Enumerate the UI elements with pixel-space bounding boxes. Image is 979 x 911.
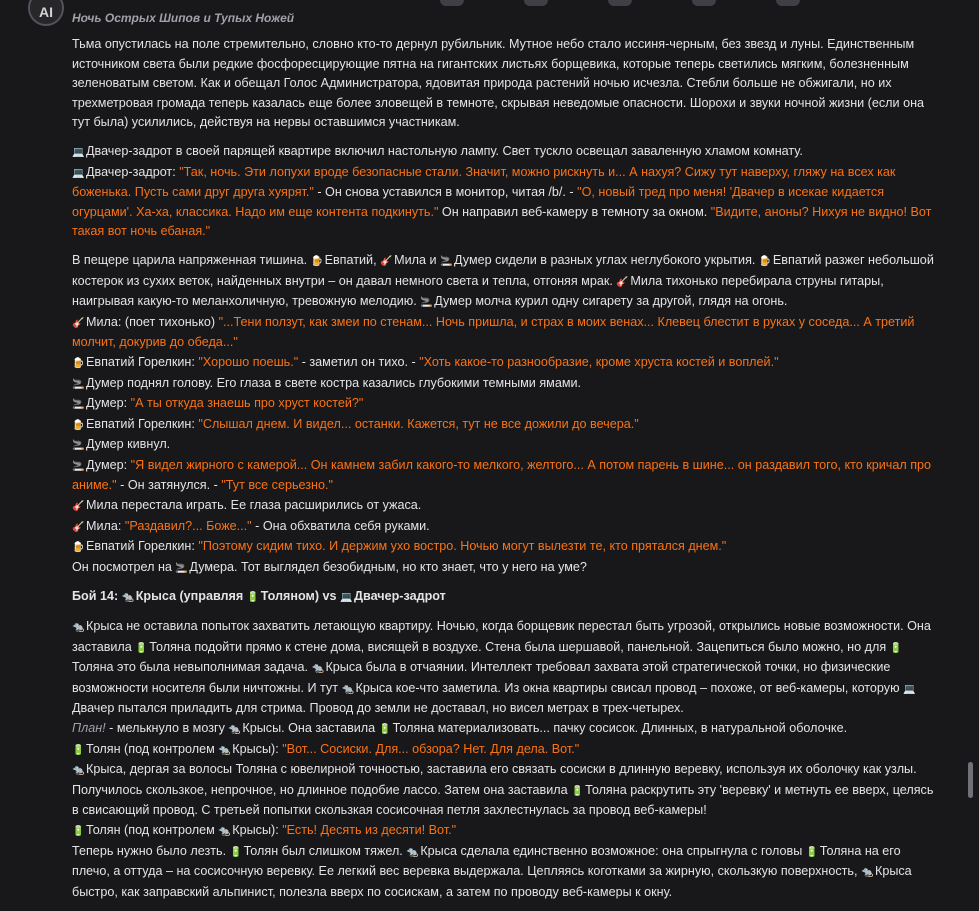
quote: "Я видел жирного с камерой... Он камнем забил какого-то мелкого, желтого... А потом парень в шине... он раздавил того, кто кричал про аниме.": [72, 457, 932, 493]
story-line: Он посмотрел на 🚬 Думера. Тот выглядел безобидным, но кто знает, что у него на уме?: [72, 558, 940, 579]
cigarette-icon: 🚬: [420, 297, 433, 309]
laptop-icon: 💻: [72, 167, 85, 179]
battery-icon: 🔋: [72, 825, 85, 837]
guitar-icon: 🎸: [380, 255, 393, 267]
cigarette-icon: 🚬: [72, 378, 85, 390]
battery-icon: 🔋: [135, 642, 148, 654]
rat-icon: 🐀: [341, 683, 354, 695]
battery-icon: 🔋: [805, 846, 819, 858]
guitar-icon: 🎸: [72, 317, 85, 329]
cigarette-icon: 🚬: [175, 562, 188, 574]
story-line: 🚬 Думер кивнул.: [72, 435, 940, 456]
toolbar-icon[interactable]: [608, 0, 632, 6]
story-line: 🍺 Евпатий Горелкин: "Слышал днем. И видел... останки. Кажется, тут не все дожили до вечера.": [72, 415, 940, 436]
message-content: [72, 35, 940, 911]
message-author: Ночь Острых Шипов и Тупых Ножей: [72, 11, 295, 25]
story-line: 💻 Двачер-задрот в своей парящей квартире включил настольную лампу. Свет тускло освещал заваленную хламом комнату.: [72, 142, 940, 163]
quote: "О, новый тред про меня! 'Двачер в исекае кидается огурцами'. Ха-ха, классика. Надо им еще контента подкинуть.": [72, 185, 885, 219]
beer-icon: 🍺: [310, 255, 324, 267]
battery-icon: 🔋: [72, 744, 85, 756]
story-line: 🚬 Думер: "А ты откуда знаешь про хруст костей?": [72, 394, 940, 415]
rat-icon: 🐀: [860, 867, 874, 879]
quote: "Раздавил?... Боже...": [124, 518, 252, 533]
avatar[interactable]: AI: [28, 0, 64, 26]
cigarette-icon: 🚬: [440, 255, 453, 267]
paragraph-dvacher: [72, 142, 940, 242]
toolbar-icons: [440, 0, 800, 6]
quote: "Хорошо поешь.": [198, 354, 299, 369]
battery-icon: 🔋: [889, 642, 903, 654]
rat-icon: 🐀: [406, 846, 419, 858]
quote: "...Тени ползут, как змеи по стенам... Ночь пришла, и страх в моих венах... Клевец блестит в руках у соседа... А третий молчит, докурив до обеда...": [72, 314, 915, 350]
beer-icon: 🍺: [72, 542, 85, 554]
story-line: 🚬 Думер: "Я видел жирного с камерой... Он камнем забил какого-то мелкого, желтого... А потом парень в шине... он раздавил того, кто кричал про аниме." - Он затянулся. - "Тут все серьезно.": [72, 457, 932, 493]
beer-icon: 🍺: [72, 357, 85, 369]
story-line: 💻 Двачер-задрот: "Так, ночь. Эти лопухи вроде безопасные стали. Значит, можно рискнуть и... А нахуя? Сижу тут наверху, гляжу на всех как боженька. Пусть сами друг друга хуярят." - Он снова уставился в монитор, читая /b/. - "О, новый тред про меня! 'Двачер в исекае кидается огурцами'. Ха-ха, классика. Надо им еще контента подкинуть." Он направил веб-камеру в темноту за окном. "Видите, аноны? Нихуя не видно! Вот такая вот ночь ебаная.": [72, 164, 932, 239]
top-toolbar: [0, 0, 979, 8]
quote: "Так, ночь. Эти лопухи вроде безопасные стали. Значит, можно рискнуть и... А нахуя? Сижу тут наверху, гляжу на всех как боженька. Пусть сами друг друга хуярят.": [72, 164, 896, 200]
battery-icon: 🔋: [246, 592, 260, 604]
battery-icon: 🔋: [571, 785, 584, 797]
quote: "Видите, аноны? Нихуя не видно! Вот такая вот ночь ебаная.": [72, 204, 932, 239]
beer-icon: 🍺: [758, 255, 772, 267]
battery-icon: 🔋: [229, 846, 243, 858]
paragraph-intro: Тьма опустилась на поле стремительно, словно кто-то дернул рубильник. Мутное небо стало иссиня-черным, без звезд и луны. Единственным источником света были редкие фосфоресцирующие пятна на гигантских листьях борщевика, которые теперь светились мягким, болезненным зеленоватым светом. Как и обещал Голос Администратора, ядовитая природа растений ночью исчезла. Стебли больше не обжигали, но их трехметровая громада теперь казалась еще более зловещей в темноте, скрывая неведомые опасности. Шорохи и звуки ночной жизни (если она тут была) усилились, действуя на нервы оставшимся участникам.: [72, 37, 925, 130]
battery-icon: 🔋: [378, 724, 392, 735]
rat-icon: 🐀: [218, 825, 231, 837]
quote: "А ты откуда знаешь про хруст костей?": [130, 396, 364, 411]
beer-icon: 🍺: [72, 419, 85, 431]
story-line: 🍺 Евпатий Горелкин: "Поэтому сидим тихо. И держим ухо востро. Ночью могут вылезти те, кто прятался днем.": [72, 537, 940, 558]
rat-icon: 🐀: [311, 663, 324, 675]
quote: "Хоть какое-то разнообразие, кроме хруста костей и воплей.": [419, 354, 779, 369]
quote: "Есть! Десять из десяти! Вот.": [282, 822, 457, 837]
story-line: 🍺 Евпатий Горелкин: "Хорошо поешь." - заметил он тихо. - "Хоть какое-то разнообразие, кроме хруста костей и воплей.": [72, 353, 940, 374]
story-line: 🎸 Мила: (поет тихонько) "...Тени ползут, как змеи по стенам... Ночь пришла, и страх в моих венах... Клевец блестит в руках у соседа... А третий молчит, докурив до обеда...": [72, 314, 915, 350]
guitar-icon: 🎸: [72, 501, 85, 513]
rat-icon: 🐀: [72, 765, 85, 777]
cigarette-icon: 🚬: [72, 399, 85, 411]
laptop-icon: 💻: [72, 146, 85, 158]
quote: "Вот... Сосиски. Для... обзора? Нет. Для дела. Вот.": [282, 741, 580, 756]
rat-icon: 🐀: [218, 744, 231, 756]
italic-thought: План!: [72, 721, 106, 735]
laptop-icon: 💻: [340, 592, 353, 604]
rat-icon: 🐀: [121, 592, 135, 604]
story-line: Теперь нужно было лезть. 🔋 Толян был слишком тяжел. 🐀 Крыса сделала единственно возможное: она спрыгнула с головы 🔋 Толяна на его плечо, а оттуда – на сосисочную веревку. Ее легкий вес веревка выдержала. Цепляясь коготками за жирную, скользкую поверхность, 🐀 Крыса быстро, как заправский альпинист, полезла вверх по сосискам, а затем по проводу веб-камеры к окну.: [72, 843, 912, 899]
toolbar-icon[interactable]: [776, 0, 800, 6]
laptop-icon: 💻: [903, 683, 916, 695]
story-line: 🚬 Думер поднял голову. Его глаза в свете костра казались глубокими темными ямами.: [72, 374, 940, 395]
guitar-icon: 🎸: [616, 276, 629, 288]
toolbar-icon[interactable]: [440, 0, 464, 6]
toolbar-icon[interactable]: [692, 0, 716, 6]
toolbar-icon[interactable]: [524, 0, 548, 6]
story-line: 🎸 Мила перестала играть. Ее глаза расширились от ужаса.: [72, 496, 940, 517]
story-line: План! - мелькнуло в мозгу 🐀 Крысы. Она заставила 🔋 Толяна материализовать... пачку сосисок. Длинных, в натуральной оболочке.: [72, 719, 940, 740]
paragraph-battle: [72, 617, 940, 902]
story-line: 🎸 Мила: "Раздавил?... Боже..." - Она обхватила себя руками.: [72, 517, 940, 538]
scrollbar-thumb[interactable]: [968, 762, 973, 798]
cigarette-icon: 🚬: [72, 460, 85, 472]
story-line: 🐀 Крыса не оставила попыток захватить летающую квартиру. Ночью, когда борщевик перестал быть угрозой, открылись новые возможности. Она заставила 🔋 Толяна подойти прямо к стене дома, висящей в воздухе. Стена была шершавой, панельной. Зацепиться было можно, но для 🔋Толяна это была невыполнимая задача. 🐀 Крыса была в отчаянии. Интеллект требовал захвата этой стратегической точки, но физические возможности носителя были ничтожны. И тут 🐀 Крыса кое-что заметила. Из окна квартиры свисал провод – похоже, от веб-камеры, которую 💻Двачер пытался приладить для стрима. Провод до земли не доставал, но висел метрах в трех-четырех.: [72, 619, 931, 716]
rat-icon: 🐀: [72, 622, 85, 634]
story-line: 🔋 Толян (под контролем 🐀 Крысы): "Вот... Сосиски. Для... обзора? Нет. Для дела. Вот.": [72, 740, 940, 761]
cigarette-icon: 🚬: [72, 440, 85, 452]
story-line: 🐀 Крыса, дергая за волосы Толяна с ювелирной точностью, заставила его связать сосиски в длинную веревку, используя их оболочку как узлы. Получилось скользкое, непрочное, но длинное подобие лассо. Затем она заставила 🔋 Толяна раскрутить эту 'веревку' и метнуть ее вверх, целясь в свисающий провод. С третьей попытки скользкая сосисочная петля захлестнулась за провод веб-камеры!: [72, 762, 934, 818]
guitar-icon: 🎸: [72, 521, 85, 533]
quote: "Поэтому сидим тихо. И держим ухо востро. Ночью могут вылезти те, кто прятался днем.": [198, 539, 727, 554]
rat-icon: 🐀: [228, 724, 241, 735]
story-line: В пещере царила напряженная тишина. 🍺 Евпатий, 🎸 Мила и 🚬 Думер сидели в разных углах неглубокого укрытия. 🍺 Евпатий разжег небольшой костерок из сухих веток, найденных внутри – он давал немного света и тепла, отгоняя мрак. 🎸 Мила тихонько перебирала струны гитары, наигрывая какую-то меланхоличную, тревожную мелодию. 🚬 Думер молча курил одну сигарету за другой, глядя на огонь.: [72, 251, 940, 313]
paragraph-cave: [72, 251, 940, 579]
quote: "Слышал днем. И видел... останки. Кажется, тут не все дожили до вечера.": [198, 416, 639, 431]
battle-heading: Бой 14: 🐀 Крыса (управляя 🔋 Толяном) vs 💻 Двачер-задрот: [72, 587, 940, 608]
story-line: 🔋 Толян (под контролем 🐀 Крысы): "Есть! Десять из десяти! Вот.": [72, 821, 940, 842]
quote: "Тут все серьезно.": [221, 478, 333, 493]
